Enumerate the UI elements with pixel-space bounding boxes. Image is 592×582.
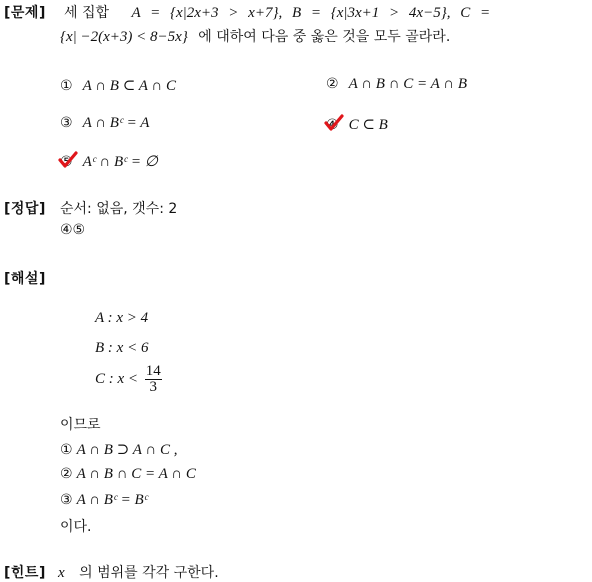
answer-choices: ④⑤ xyxy=(60,222,86,238)
option-2-marker: ② xyxy=(326,76,339,92)
option-2 xyxy=(326,76,467,93)
hint-label: [힌트] xyxy=(4,565,46,581)
solution-b-range: B : x < 6 xyxy=(95,340,149,356)
problem-question-text: 에 대하여 다음 중 옳은 것을 모두 골라라. xyxy=(198,29,451,45)
hint-variable: x xyxy=(58,565,65,581)
solution-item-1-expr: A ∩ B ⊃ A ∩ C , xyxy=(76,442,178,458)
hint-text xyxy=(58,562,219,582)
problem-intro-text: 세 집합 xyxy=(64,5,110,21)
solution-item-3-marker: ③ xyxy=(60,492,73,508)
solution-item-3-expr: A ∩ Bᶜ = Bᶜ xyxy=(76,492,148,508)
solution-ending: 이다. xyxy=(60,519,92,535)
option-5-marker: ⑤ xyxy=(60,154,73,170)
option-1-expr: A ∩ B ⊂ A ∩ C xyxy=(82,78,176,94)
problem-set-c-math: {x| −2(x+3) < 8−5x} xyxy=(60,29,188,45)
solution-item-2-marker: ② xyxy=(60,466,73,482)
solution-item-2-expr: A ∩ B ∩ C = A ∩ C xyxy=(76,466,196,482)
solution-a-range: A : x > 4 xyxy=(95,310,149,326)
solution-item-1 xyxy=(60,440,177,459)
problem-line-1 xyxy=(64,2,490,22)
solution-c-range xyxy=(95,364,162,395)
option-3 xyxy=(60,115,149,132)
answer-summary: 순서: 없음, 갯수: 2 xyxy=(60,201,178,217)
option-2-expr: A ∩ B ∩ C = A ∩ B xyxy=(348,76,468,92)
option-1 xyxy=(60,76,176,95)
fraction-numerator: 14 xyxy=(145,363,161,379)
solution-item-2 xyxy=(60,466,196,483)
solution-c-prefix: C : x < xyxy=(95,370,139,387)
check-mark-icon xyxy=(324,114,344,132)
explanation-label: [해설] xyxy=(4,271,46,287)
fraction xyxy=(145,364,162,395)
solution-item-1-marker: ① xyxy=(60,442,73,458)
problem-line-2 xyxy=(60,26,450,46)
fraction-denominator: 3 xyxy=(149,379,158,395)
hint-body: 의 범위를 각각 구한다. xyxy=(79,565,219,581)
option-3-expr: A ∩ Bᶜ = A xyxy=(82,115,150,131)
check-mark-icon xyxy=(58,151,78,169)
option-1-marker: ① xyxy=(60,78,73,94)
problem-label: [문제] xyxy=(4,5,46,21)
option-4-expr: C ⊂ B xyxy=(348,117,388,133)
option-3-marker: ③ xyxy=(60,115,73,131)
answer-label: [정답] xyxy=(4,201,46,217)
solution-therefore: 이므로 xyxy=(60,417,101,433)
solution-item-3 xyxy=(60,492,148,509)
option-4-marker: ④ xyxy=(326,117,339,133)
problem-sets-math: A = {x|2x+3 > x+7}, B = {x|3x+1 > 4x−5}, C = xyxy=(131,5,491,21)
option-5-expr: Aᶜ ∩ Bᶜ = ∅ xyxy=(82,154,158,170)
